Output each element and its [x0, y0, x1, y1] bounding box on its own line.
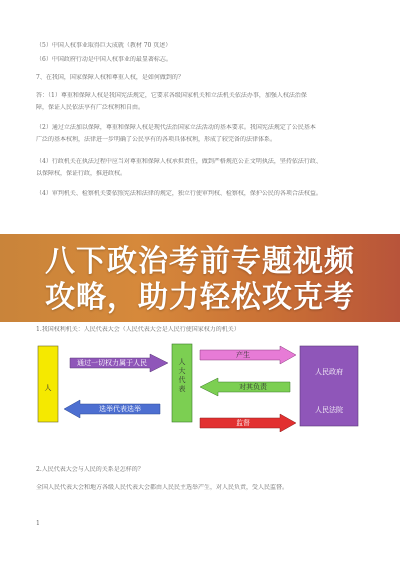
grant-arrow-label: 通过一切权力属于人民 [77, 359, 147, 367]
text-line: （2）通过立法加以保障，尊重和保障人权是现代法治国家立法活动的基本要求。我国宪法规定了公民基本 [36, 124, 316, 131]
text-line: 以保障权，保证行政，推进政权。 [36, 170, 127, 177]
text-line: 答：（1）尊重和保障人权是我国宪法规定，它要求各级国家机关和立法机关依法办事，加强人权法治保 [36, 92, 307, 99]
banner-title-line-2: 攻略，助力轻松攻克考 [45, 280, 355, 315]
election-arrow-label: 选举代表选举 [99, 405, 141, 413]
court-label: 人民法院 [315, 406, 343, 414]
text-line: （5）中国人权事业取得巨大成就（教材 70 页述） [36, 42, 172, 49]
responsible-arrow-label: 对其负责 [239, 383, 267, 391]
text-line: 7、在我国，国家保障人权和尊重人权，是如何做到的？ [36, 74, 184, 81]
answer-text: 全国人民代表大会和地方各级人民代表大会都由人民民主选举产生，对人民负责，受人民监督。 [36, 484, 289, 491]
government-label: 人民政府 [315, 368, 343, 376]
text-line: （6）中国政府行动是中国人权事业的最显著标志。 [36, 56, 172, 63]
state-organs-box [300, 346, 358, 426]
people-label: 人 [44, 384, 52, 392]
produce-arrow-label: 产生 [236, 351, 250, 359]
banner-title-line-1: 八下政治考前专题视频 [45, 244, 355, 279]
supervise-arrow-label: 监督 [236, 419, 250, 427]
page-number: 1 [36, 520, 40, 527]
text-line: 广泛的基本权利，法律进一步明确了公民享有的各项具体权利，形成了较完备的法律体系。 [36, 136, 277, 143]
text-line: （4）审判机关、检察机关要依照宪法和法律的规定，独立行使审判权、检察权，保护公民的各项合法权益。 [36, 190, 322, 197]
section-title: 1.我国权利机关：人民代表大会（人民代表大会是人民行使国家权力的机关） [36, 326, 240, 333]
text-line: 障，保证人民依法享有广泛权利和自由。 [36, 104, 145, 111]
text-line: （4）行政机关在执法过程中应当对尊重和保障人权承担责任，做到严格规范公正文明执法，坚持依法行政、 [36, 158, 322, 165]
power-structure-diagram [0, 322, 400, 432]
diagram-shapes [0, 322, 400, 432]
question-title: 2.人民代表大会与人民的关系是怎样的？ [36, 466, 144, 473]
title-banner [0, 234, 400, 322]
npc-label: 人大代表 [178, 358, 186, 393]
